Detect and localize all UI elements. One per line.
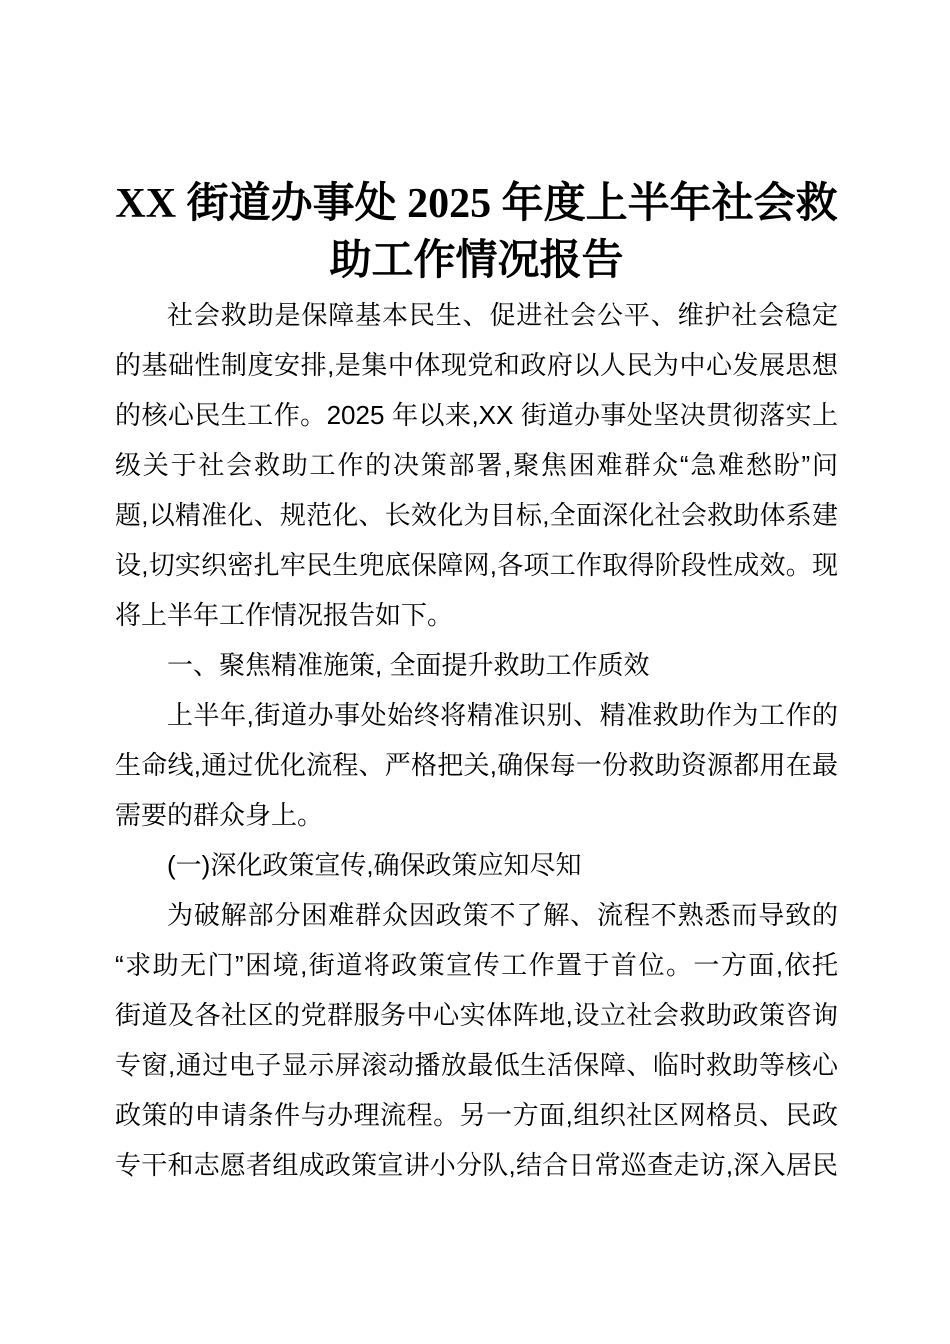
paragraph-line: 政策的申请条件与办理流程。另一方面,组织社区网格员、民政	[115, 1100, 838, 1130]
paragraph-line: 设,切实织密扎牢民生兜底保障网,各项工作取得阶段性成效。现	[115, 550, 838, 580]
paragraph-line: 街道及各社区的党群服务中心实体阵地,设立社会救助政策咨询	[115, 1000, 838, 1030]
paragraph-line: 专窗,通过电子显示屏滚动播放最低生活保障、临时救助等核心	[115, 1050, 838, 1080]
paragraph-line: 生命线,通过优化流程、严格把关,确保每一份救助资源都用在最	[115, 750, 838, 780]
paragraph-line: 专干和志愿者组成政策宣讲小分队,结合日常巡查走访,深入居民	[115, 1150, 838, 1180]
page-title	[115, 176, 838, 290]
paragraph-line: 的核心民生工作。2025 年以来,XX 街道办事处坚决贯彻落实上	[115, 400, 838, 430]
paragraph-line: “求助无门”困境,街道将政策宣传工作置于首位。一方面,依托	[115, 950, 838, 980]
paragraph-line: 社会救助是保障基本民生、促进社会公平、维护社会稳定	[167, 300, 838, 330]
document-body	[115, 290, 838, 1190]
paragraph-line: 将上半年工作情况报告如下。	[115, 600, 454, 630]
paragraph-line: 级关于社会救助工作的决策部署,聚焦困难群众“急难愁盼”问	[115, 450, 838, 480]
title-line-2: 助工作情况报告	[329, 238, 624, 284]
heading-line: 一、聚焦精准施策, 全面提升救助工作质效	[167, 650, 650, 680]
subheading-line: (一)深化政策宣传,确保政策应知尽知	[167, 850, 582, 880]
paragraph-line: 的基础性制度安排,是集中体现党和政府以人民为中心发展思想	[115, 350, 838, 380]
title-line-1: XX 街道办事处 2025 年度上半年社会救	[115, 181, 838, 227]
paragraph-line: 上半年,街道办事处始终将精准识别、精准救助作为工作的	[167, 700, 838, 730]
paragraph-line: 需要的群众身上。	[115, 800, 324, 830]
paragraph-line: 题,以精准化、规范化、长效化为目标,全面深化社会救助体系建	[115, 500, 838, 530]
paragraph-line: 为破解部分困难群众因政策不了解、流程不熟悉而导致的	[167, 900, 838, 930]
